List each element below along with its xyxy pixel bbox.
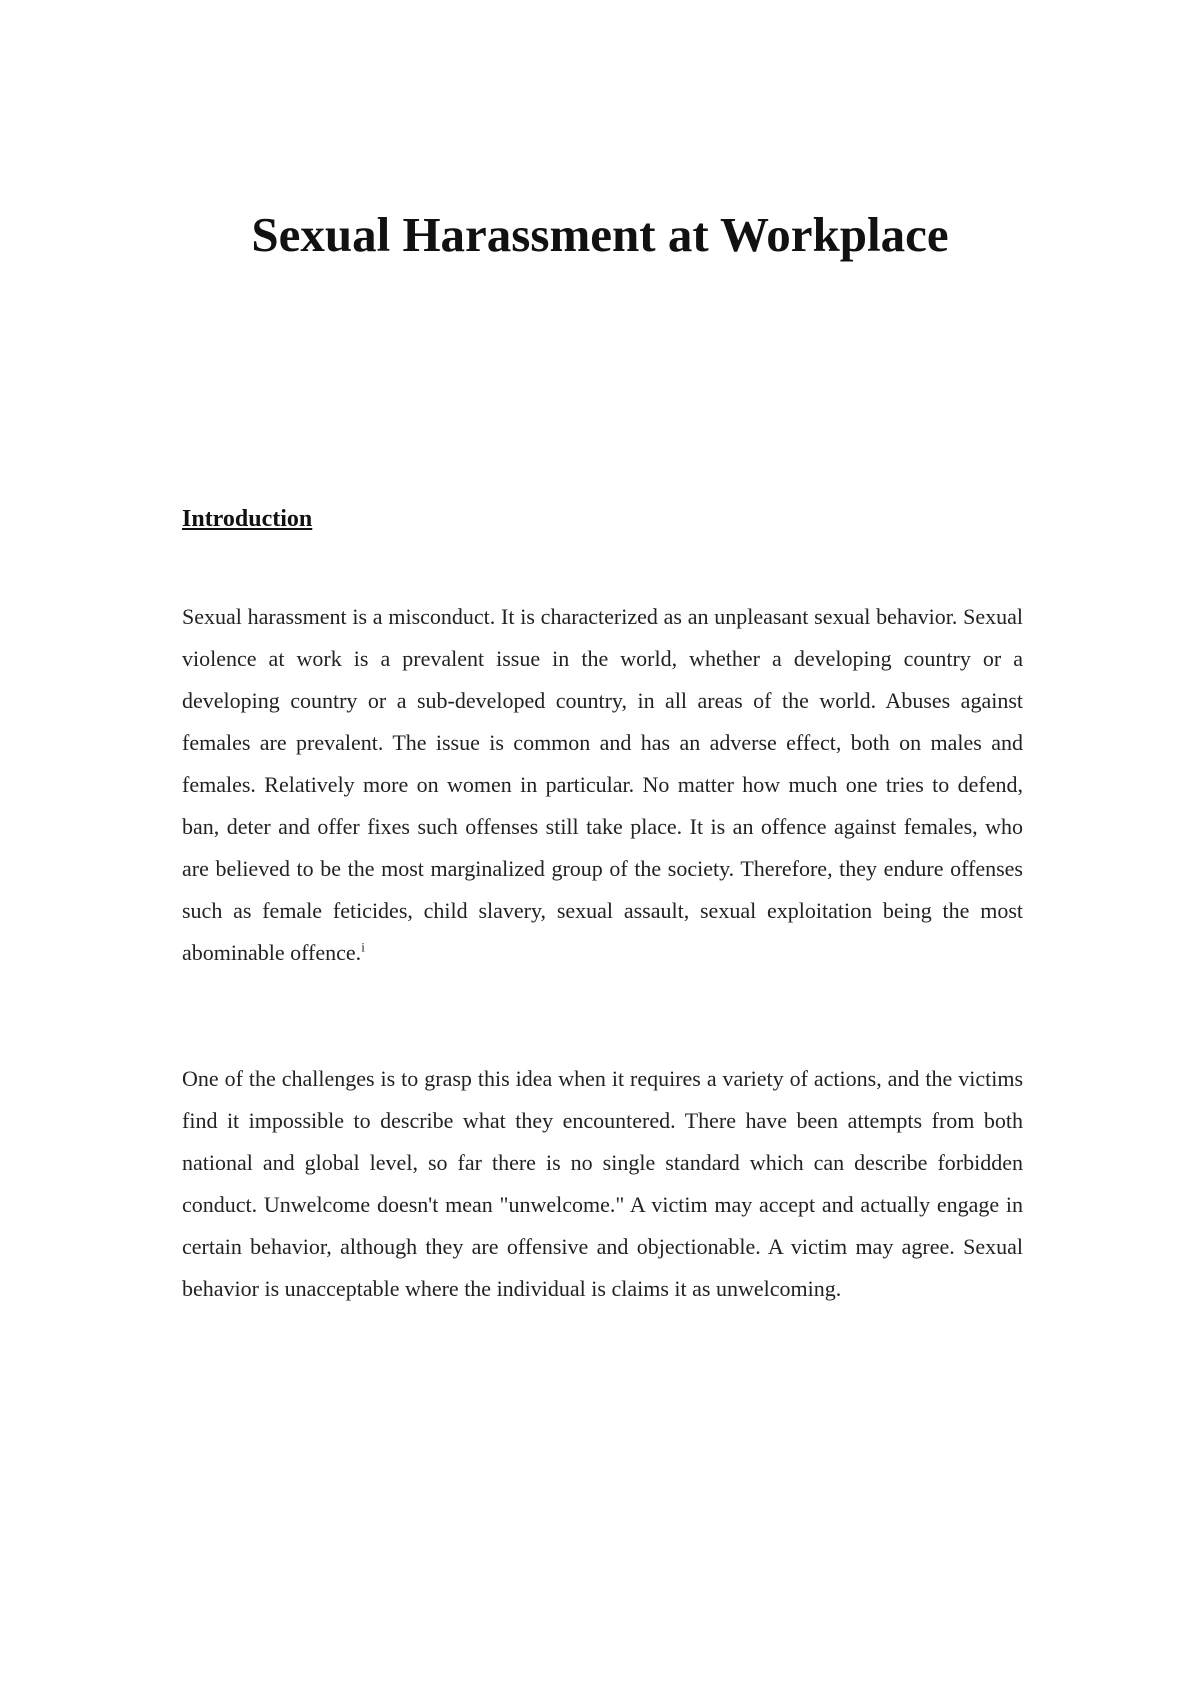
paragraph-2: One of the challenges is to grasp this idea when it requires a variety of actions, and the victims find it impossible to describe what they encountered. There have been attempts from both national and global level, so far there is no single standard which can describe forbidden conduct. Unwelcome doesn't mean "unwelcome." A victim may accept and actually engage in certain behavior, although they are offensive and objectionable. A victim may agree. Sexual behavior is unacceptable where the individual is claims it as unwelcoming. xyxy=(182,1066,1023,1301)
paragraph-1 xyxy=(182,596,1023,974)
section-heading-introduction: Introduction xyxy=(182,506,313,532)
paragraph-1-text: Sexual harassment is a misconduct. It is characterized as an unpleasant sexual behavior. Sexual violence at work is a prevalent issue in the world, whether a developing country or a developing country or a sub-developed country, in all areas of the world. Abuses against females are prevalent. The issue is common and has an adverse effect, both on males and females. Relatively more on women in particular. No matter how much one tries to defend, ban, deter and offer fixes such offenses still take place. It is an offence against females, who are believed to be the most marginalized group of the society. Therefore, they endure offenses such as female feticides, child slavery, sexual assault, sexual exploitation being the most abominable offence. xyxy=(182,604,1023,965)
document-title: Sexual Harassment at Workplace xyxy=(251,207,949,262)
footnote-marker[interactable]: i xyxy=(361,939,365,955)
